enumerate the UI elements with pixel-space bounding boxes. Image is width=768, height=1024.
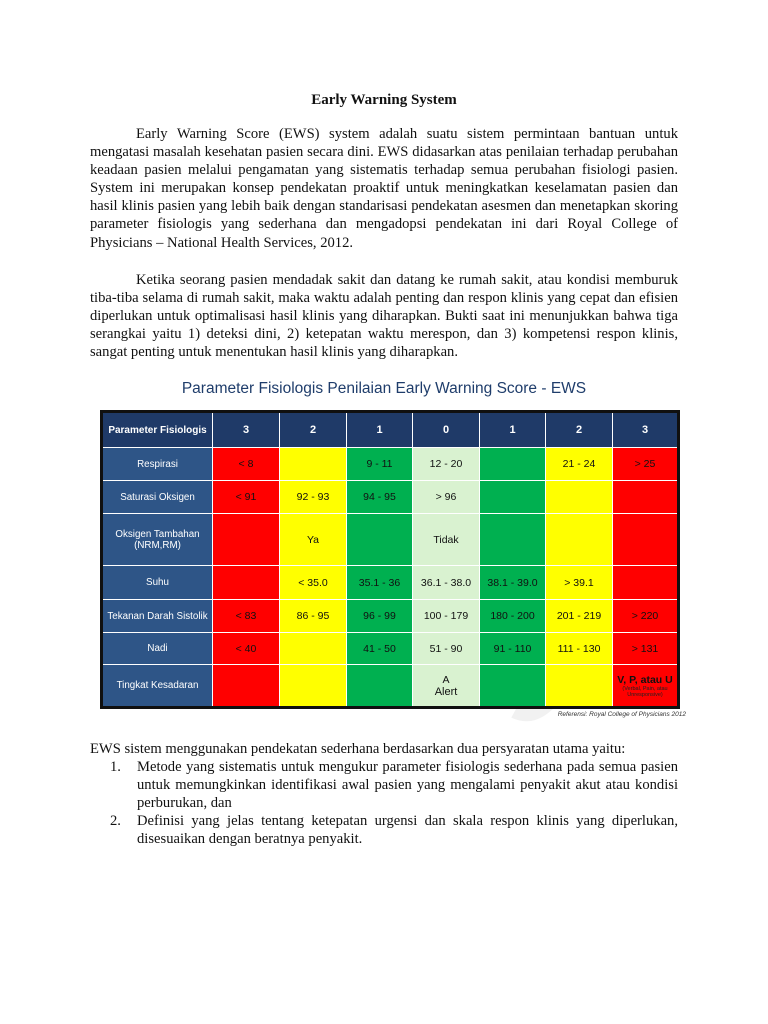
table-cell: 100 - 179 [413,600,480,633]
table-cell [280,665,347,708]
table-cell: < 91 [213,481,280,514]
table-cell: 94 - 95 [347,481,413,514]
list-text: Metode yang sistematis untuk mengukur parameter fisiologis sederhana pada semua pasien untuk memungkinkan identifikasi awal pasien yang mengalami penyakit akut atau kondisi perburukan, dan [137,759,678,812]
table-reference: Referensi: Royal College of Physicians 2012 [557,711,686,718]
list-number: 2. [110,813,121,830]
table-cell [546,665,613,708]
table-cell [213,566,280,600]
table-cell: 21 - 24 [546,448,613,481]
table-cell: 12 - 20 [413,448,480,481]
table-cell: 111 - 130 [546,633,613,665]
table-cell: > 25 [613,448,679,481]
header-score: 1 [480,412,546,448]
row-label: Oksigen Tambahan (NRM,RM) [102,514,213,566]
table-row-saturasi-oksigen [102,481,679,514]
table-cell [480,665,546,708]
header-score: 2 [280,412,347,448]
table-cell: 91 - 110 [480,633,546,665]
table-cell [613,514,679,566]
table-cell [280,448,347,481]
header-score: 3 [613,412,679,448]
table-row-tingkat-kesadaran [102,665,679,708]
table-cell [213,665,280,708]
vpu-code: V, P, atau U [617,673,673,686]
table-cell [480,448,546,481]
header-score: 1 [347,412,413,448]
table-cell: 38.1 - 39.0 [480,566,546,600]
table-cell: > 220 [613,600,679,633]
list-intro: EWS sistem menggunakan pendekatan sederhana berdasarkan dua persyaratan utama yaitu: [90,741,626,757]
table-cell: 35.1 - 36 [347,566,413,600]
table-cell: > 131 [613,633,679,665]
table-cell: 201 - 219 [546,600,613,633]
table-cell: > 96 [413,481,480,514]
table-cell: < 8 [213,448,280,481]
alert-code: A [442,673,450,686]
list-item [90,758,678,812]
table-cell [613,566,679,600]
table-header-row [102,412,679,448]
header-score: 0 [413,412,480,448]
table-cell [546,514,613,566]
alert-label: Alert [434,685,458,698]
row-label: Tekanan Darah Sistolik [102,600,213,633]
row-label: Suhu [102,566,213,600]
document-title: Early Warning System [311,92,457,108]
table-row-tekanan-darah-sistolik [102,600,679,633]
table-cell: 86 - 95 [280,600,347,633]
table-cell: 92 - 93 [280,481,347,514]
paragraph-ews-definition: Early Warning Score (EWS) system adalah suatu sistem permintaan bantuan untuk mengatasi masalah kesehatan pasien secara dini. EWS didasarkan atas penilaian terhadap perubahan keadaan pasien melalui pengamatan yang sistematis terhadap semua perubahan fisiologi pasien. System ini merupakan konsep pendekatan proaktif untuk meningkatkan keselamatan pasien dan hasil klinis pasien yang lebih baik dengan standarisasi pendekatan asesmen dan menetapkan skoring parameter fisiologis yang sederhana dan mengadopsi pendekatan ini dari Royal College of Physicians – National Health Services, 2012. [90,126,678,251]
header-parameter: Parameter Fisiologis [102,412,213,448]
table-cell [280,633,347,665]
table-cell-alert [413,665,480,708]
row-label: Respirasi [102,448,213,481]
paragraph-clinical-response: Ketika seorang pasien mendadak sakit dan datang ke rumah sakit, atau kondisi memburuk tiba-tiba selama di rumah sakit, maka waktu adalah penting dan respon klinis yang cepat dan efisien diperlukan untuk optimalisasi hasil klinis yang diharapkan. Bukti saat ini menunjukkan bahwa tiga serangkai yaitu 1) deteksi dini, 2) ketepatan waktu merespon, dan 3) kompetensi respon klinis, sangat penting untuk menentukan hasil klinis yang diharapkan. [90,272,678,361]
table-row-nadi [102,633,679,665]
table-cell: Ya [280,514,347,566]
table-cell [480,481,546,514]
table-row-suhu [102,566,679,600]
header-score: 3 [213,412,280,448]
table-cell [613,481,679,514]
table-cell: Tidak [413,514,480,566]
table-cell [347,514,413,566]
table-cell: > 39.1 [546,566,613,600]
table-cell [213,514,280,566]
table-cell [546,481,613,514]
ews-parameter-table [100,410,680,709]
row-label: Saturasi Oksigen [102,481,213,514]
table-cell: < 35.0 [280,566,347,600]
requirements-list [90,758,678,848]
table-cell: 9 - 11 [347,448,413,481]
table-row-respirasi [102,448,679,481]
list-item [90,812,678,848]
figure-title: Parameter Fisiologis Penilaian Early Warning Score - EWS [181,380,587,397]
table-cell: 180 - 200 [480,600,546,633]
table-cell: 41 - 50 [347,633,413,665]
list-text: Definisi yang jelas tentang ketepatan urgensi dan skala respon klinis yang diperlukan, disesuaikan dengan beratnya penyakit. [137,813,678,848]
row-label: Nadi [102,633,213,665]
list-number: 1. [110,759,121,775]
table-cell-vpu [613,665,679,708]
table-row-oksigen-tambahan [102,514,679,566]
table-cell [480,514,546,566]
table-cell: 51 - 90 [413,633,480,665]
row-label: Tingkat Kesadaran [102,665,213,708]
table-cell: 96 - 99 [347,600,413,633]
table-cell: < 40 [213,633,280,665]
table-cell [347,665,413,708]
vpu-note: (Verbal, Pain, atau Unresponsive) [622,685,668,698]
table-cell: 36.1 - 38.0 [413,566,480,600]
table-cell: < 83 [213,600,280,633]
header-score: 2 [546,412,613,448]
